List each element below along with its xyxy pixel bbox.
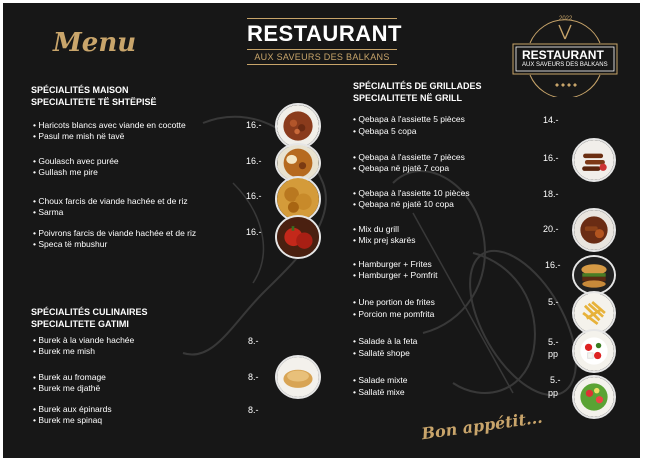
menu-item-price: 16.- bbox=[246, 191, 262, 201]
menu-item-price: 8.- bbox=[248, 336, 259, 346]
menu-item-name-sq: • Burek me mish bbox=[33, 346, 96, 356]
menu-item-name-sq: • Hamburger + Pomfrit bbox=[353, 270, 438, 280]
menu-item-name-fr: • Mix du grill bbox=[353, 224, 399, 234]
stuffed-peppers-icon bbox=[275, 215, 321, 259]
menu-item-price: 5.- bbox=[548, 297, 559, 307]
menu-item-price: 16.- bbox=[246, 227, 262, 237]
hamburger-icon bbox=[572, 255, 616, 295]
menu-item-name-fr: • Poivrons farcis de viande hachée et de riz bbox=[33, 228, 197, 238]
menu-item-price: 8.- bbox=[248, 372, 259, 382]
menu-item-name-fr: • Salade à la feta bbox=[353, 336, 418, 346]
menu-item-price: 16.- bbox=[246, 120, 262, 130]
section-title-grillades-fr: SPÉCIALITÉS DE GRILLADES bbox=[353, 81, 482, 91]
menu-item-price: 14.- bbox=[543, 115, 559, 125]
qebapa-plate-icon bbox=[572, 138, 616, 182]
menu-item-price: 16.- bbox=[545, 260, 561, 270]
menu-item-name-sq: • Qebapa 5 copa bbox=[353, 126, 417, 136]
menu-item-name-fr: • Salade mixte bbox=[353, 375, 408, 385]
logo-subtitle: AUX SAVEURS DES BALKANS bbox=[522, 62, 608, 68]
section-title-grillades-sq: SPECIALITETE NË GRILL bbox=[353, 93, 463, 103]
menu-item-name-sq: • Burek me djathë bbox=[33, 383, 101, 393]
section-title-maison-sq: SPECIALITETE TË SHTËPISË bbox=[31, 97, 157, 107]
menu-item-price: 16.- bbox=[246, 156, 262, 166]
menu-script-label: Menu bbox=[53, 28, 137, 58]
menu-item-name-sq: • Porcion me pomfrita bbox=[353, 309, 435, 319]
burek-icon bbox=[275, 355, 321, 399]
feta-salad-icon bbox=[572, 329, 616, 373]
menu-item-name-sq: • Gullash me pire bbox=[33, 167, 98, 177]
menu-item-name-fr: • Qebapa à l'assiette 10 pièces bbox=[353, 188, 470, 198]
section-title-culinaires-fr: SPÉCIALITÉS CULINAIRES bbox=[31, 307, 148, 317]
menu-item-price-unit: pp bbox=[548, 388, 559, 398]
logo-year: 2022 bbox=[559, 16, 573, 22]
menu-item-name-sq: • Speca të mbushur bbox=[33, 239, 108, 249]
restaurant-logo-badge bbox=[510, 17, 620, 97]
section-title-culinaires-sq: SPECIALITETE GATIMI bbox=[31, 319, 129, 329]
menu-item-name-sq: • Burek me spinaq bbox=[33, 415, 103, 425]
fork-knife-icon bbox=[559, 25, 571, 39]
menu-item-name-fr: • Burek aux épinards bbox=[33, 404, 112, 414]
menu-item-name-sq: • Qebapa në pjatë 10 copa bbox=[353, 199, 454, 209]
mixed-salad-icon bbox=[572, 375, 616, 419]
menu-item-price: 8.- bbox=[248, 405, 259, 415]
menu-item-price: 18.- bbox=[543, 189, 559, 199]
grill-mix-icon bbox=[572, 208, 616, 252]
menu-item-name-fr: • Hamburger + Frites bbox=[353, 259, 432, 269]
menu-item-price: 20.- bbox=[543, 224, 559, 234]
menu-item-name-fr: • Qebapa à l'assiette 5 pièces bbox=[353, 114, 465, 124]
menu-item-name-fr: • Choux farcis de viande hachée et de riz bbox=[33, 196, 188, 206]
header-subtitle: AUX SAVEURS DES BALKANS bbox=[254, 52, 390, 62]
menu-item-name-sq: • Mix prej skarës bbox=[353, 235, 416, 245]
menu-item-name-sq: • Sallatë mixe bbox=[353, 387, 405, 397]
menu-item-name-sq: • Sallatë shope bbox=[353, 348, 410, 358]
menu-item-name-sq: • Pasul me mish në tavë bbox=[33, 131, 125, 141]
menu-item-price-unit: pp bbox=[548, 349, 559, 359]
menu-card bbox=[3, 3, 640, 458]
menu-item-name-sq: • Sarma bbox=[33, 207, 64, 217]
logo-title: RESTAURANT bbox=[522, 48, 604, 62]
menu-item-price: 5.- bbox=[550, 375, 561, 385]
menu-item-name-fr: • Qebapa à l'assiette 7 pièces bbox=[353, 152, 465, 162]
menu-item-name-fr: • Goulasch avec purée bbox=[33, 156, 119, 166]
header-bottom-rule bbox=[247, 64, 397, 65]
header-top-rule bbox=[247, 18, 397, 19]
section-title-maison-fr: SPÉCIALITÉS MAISON bbox=[31, 85, 129, 95]
menu-item-name-sq: • Qebapa në pjatë 7 copa bbox=[353, 163, 450, 173]
menu-item-name-fr: • Burek au fromage bbox=[33, 372, 106, 382]
menu-item-name-fr: • Burek à la viande hachée bbox=[33, 335, 135, 345]
menu-item-price: 16.- bbox=[543, 153, 559, 163]
menu-item-name-fr: • Une portion de frites bbox=[353, 297, 435, 307]
menu-item-price: 5.- bbox=[548, 337, 559, 347]
bon-appetit-signature: Bon appétit... bbox=[420, 407, 544, 444]
header-title: RESTAURANT bbox=[247, 21, 402, 46]
menu-item-name-fr: • Haricots blancs avec viande en cocotte bbox=[33, 120, 186, 130]
header-middle-rule bbox=[247, 49, 397, 50]
